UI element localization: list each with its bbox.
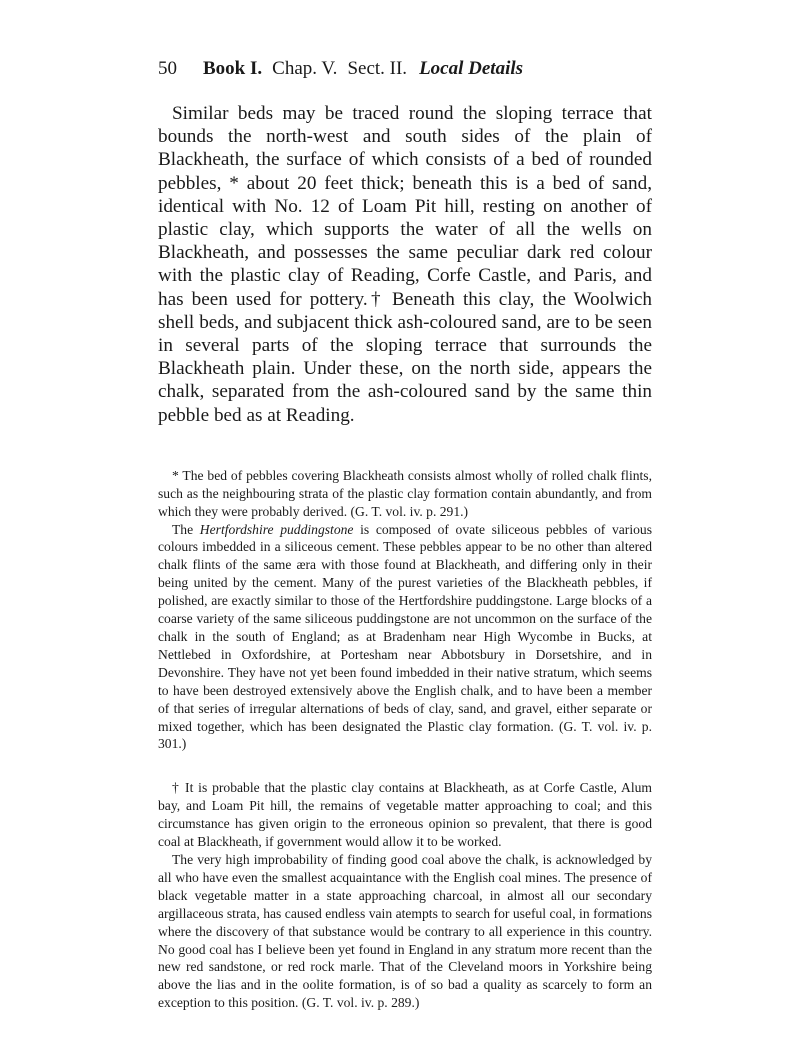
footnote-pebbles bbox=[158, 467, 652, 754]
footnote-coal bbox=[158, 779, 652, 1012]
chapter-label: Chap. V. bbox=[272, 58, 338, 79]
footnote-coal-para2: The very high improbability of finding good coal above the chalk, is acknowledged by all who have even the smallest acquaintance with the English coal mines. The presence of black vegetable matter in a state approaching charcoal, in almost all our secondary argillaceous strata, has caused endless vain atempts to search for useful coal, in formations where the discovery of that substance would be contrary to all experience in this country. No good coal has I believe been yet found in England in any stratum more recent than the new red sandstone, or red rock marle. That of the Cleveland moors in Yorkshire being above the lias and in the oolite formation, is of so bad a quality as scarcely to form an exception to this position. (G. T. vol. iv. p. 289.) bbox=[158, 851, 652, 1011]
footnote-pebbles-rest: is composed of ovate siliceous pebbles of various colours imbedded in a siliceous cement. These pebbles appear to be no other than altered chalk flints of the same æra with those found at Blackheath, and differing only in their being united by the cement. Many of the purest varieties of the Blackheath pebbles, if polished, are exactly similar to those of the Hertfordshire puddingstone. Large blocks of a coarse variety of the same siliceous puddingstone are not uncommon on the surface of the chalk in the south of England; as at Bradenham near High Wycombe in Bucks, at Nettlebed in Oxfordshire, at Portesham near Abbotsbury in Dorsetshire, and in Devonshire. They have not yet been found imbedded in their native stratum, which seems to have been destroyed extensively above the English chalk, and to have been a member of that series of irregular alternations of beds of clay, sand, and gravel, either separate or mixed together, which has been designated the Plastic clay formation. (G. T. vol. iv. p. 301.) bbox=[158, 521, 652, 752]
running-title: Local Details bbox=[419, 58, 524, 79]
footnote-coal-para1: † It is probable that the plastic clay contains at Blackheath, as at Corfe Castle, Alum bay, and Loam Pit hill, the remains of vegetable matter approaching to coal; and this circumstance has given origin to the erroneous opinion so prevalent, that there is good coal at Blackheath, if government would allow it to be worked. bbox=[158, 780, 652, 850]
footnote-pebbles-para1: * The bed of pebbles covering Blackheath consists almost wholly of rolled chalk flints, such as the neighbouring strata of the plastic clay formation contain abundantly, and from which they were probably derived. (G. T. vol. iv. p. 291.) bbox=[158, 467, 652, 519]
footnote-pebbles-para2 bbox=[158, 521, 652, 754]
section-label: Sect. II. bbox=[347, 58, 408, 79]
book-label: Book I. bbox=[203, 58, 263, 79]
footnote-pebbles-lead: The bbox=[172, 521, 194, 537]
main-body bbox=[158, 102, 652, 427]
book-page bbox=[158, 58, 652, 1012]
running-header bbox=[158, 58, 652, 88]
main-paragraph: Similar beds may be traced round the sloping terrace that bounds the north-west and south sides of the plain of Blackheath, the surface of which consists of a bed of rounded pebbles, * about 20 feet thick; beneath this is a bed of sand, identical with No. 12 of Loam Pit hill, resting on another of plastic clay, which supports the water of all the wells on Blackheath, and possesses the same peculiar dark red colour with the plastic clay of Reading, Corfe Castle, and Paris, and has been used for pottery.† Beneath this clay, the Woolwich shell beds, and subjacent thick ash-coloured sand, are to be seen in several parts of the sloping terrace that surrounds the Blackheath plain. Under these, on the north side, appears the chalk, separated from the ash-coloured sand by the same thin pebble bed as at Reading. bbox=[158, 103, 652, 426]
footnote-pebbles-italic: Hertfordshire puddingstone bbox=[199, 521, 354, 537]
page-number: 50 bbox=[158, 58, 177, 79]
